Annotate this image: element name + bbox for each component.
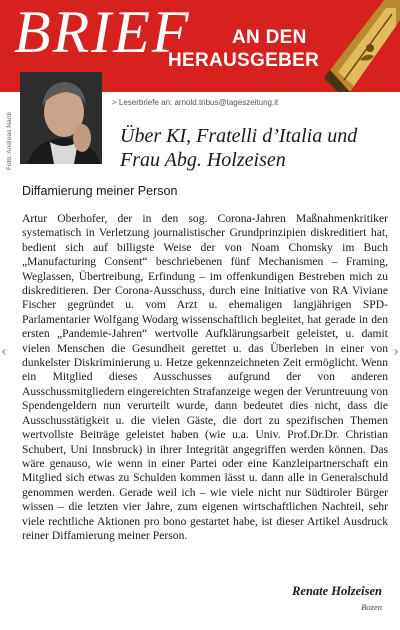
article-headline [120, 124, 390, 172]
letters-email[interactable]: > Leserbriefe an: arnold.tribus@tageszeitung.it [112, 98, 279, 107]
article-subhead: Diffamierung meiner Person [22, 184, 178, 198]
author-photo [20, 72, 102, 164]
article-body: Artur Oberhofer, der in den sog. Corona-Jahren Maßnahmenkritiker systematisch in Verletzung journalistischer Grundprinzipien diskreditiert hat, bedient sich auf billigste Weise der von Noam Chomsky im Buch „Manufacturing Consent“ beschriebenen fünf Mechanismen – Framing, Weglassen, Übertreibung, Erfindung – im offenkundigen Bestreben mich zu diskreditieren. Der Corona-Ausschuss, durch eine Initiative von RA Viviane Fischer gegründet u. vom Arzt u. ehemaligen langjährigen SPD-Parlamentarier Wolfgang Wodarg wissenschaftlich begleitet, hat gerade in den ersten „Pandemie-Jahren“ wertvolle Aufklärungsarbeit geleistet, u. damit vielen Menschen die Gesundheit gerettet u. das Überleben in einer von dunkelster Diskriminierung u. Hetze gekennzeichneten Zeit ermöglicht. Wenn ein Mitglied dieses Ausschusses aufgrund der von anderen Ausschussmitgliedern eingereichten Strafanzeige wegen der Veruntreuung von Spendengeldern nun verurteilt wurde, dann bedeutet dies nicht, dass die Ausschusstätigkeit u. die vielen Gäste, die dort zu spezifischen Themen wertvollste Beiträge geleistet haben (wie u.a. Univ. Prof.Dr.Dr. Christian Schubert, Uni Innsbruck) in ihrer Integrität angegriffen werden können. Das wäre genauso, wie wenn in einer Partei oder eine Kanzleipartnerschaft ein Mitglied sich etwas zu Schulden kommen lässt u. dann alle in Generalschuld genommen werden. Gerade weil ich – wie viele nicht nur Südtiroler Bürger wissen – die letzten vier Jahre, zum eigenen wirtschaftlichen Nachteil, sehr viele rechtliche Aktionen pro bono gestartet habe, ist dieser Artikel Ausdruck reiner Diffamierung meiner Person. [22, 212, 388, 542]
banner-title: BRIEF [14, 0, 191, 65]
previous-page-arrow-icon[interactable]: ‹ [1, 344, 7, 360]
next-page-arrow-icon[interactable]: › [393, 344, 399, 360]
fountain-pen-icon [320, 0, 400, 92]
headline-line2: Frau Abg. Holzeisen [120, 149, 286, 171]
banner-subtitle-line1: AN DEN [232, 27, 307, 48]
author-signature: Renate Holzeisen [292, 584, 382, 598]
photo-credit: Foto: Andreas Nardi [6, 112, 13, 170]
author-place: Bozen [361, 602, 382, 612]
banner-subtitle-line2: HERAUSGEBER [168, 50, 320, 71]
headline-line1: Über KI, Fratelli d’Italia und [120, 125, 358, 147]
